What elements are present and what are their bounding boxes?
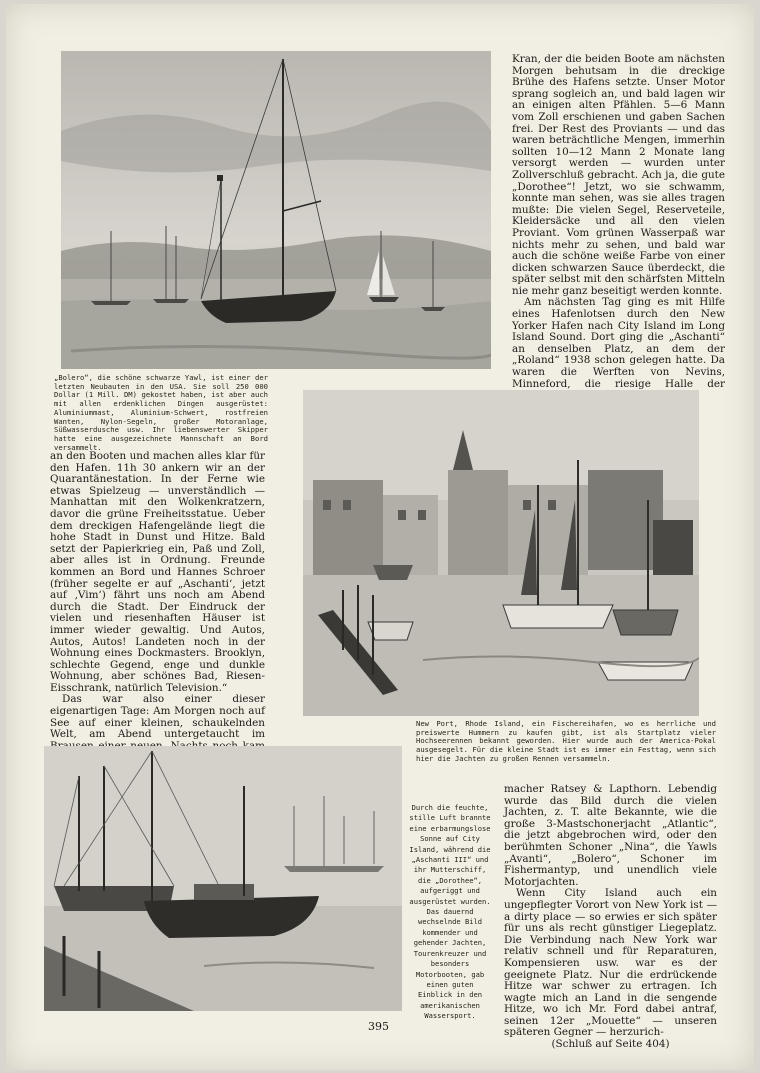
left-column-middle-text bbox=[50, 451, 265, 764]
paragraph: Das war also einer dieser eigenartigen Tage: Am Morgen noch auf See auf einer kleinen, schaukelnden Welt, am Abend untergetaucht im bbox=[50, 693, 265, 741]
city-island-illustration bbox=[44, 746, 402, 1011]
newport-harbor-illustration bbox=[303, 390, 699, 716]
city-island-caption: Durch die feuchte, stille Luft brannte eine erbarmungslose Sonne auf City Island, während die „Aschanti III“ und ihr Mutterschiff, die „Dorothee“, aufgeriggt und ausgerüstet wurden. Das dauernd wechselnde Bild kommender und gehender Jachten, Tourenkreuzer und besonders Motorbooten, gab einen guten Einblick in den amerikanischen Wassersport. bbox=[409, 803, 491, 1021]
paragraph: macher Ratsey & Lapthorn. Lebendig wurde das Bild durch die vielen Jachten, z. T. alte Bekannte, wie die große 3-Mastschonerjacht „Atlantic“, die jetzt abgebrochen wird, oder den berühmten Schoner „Nina“, die Yawls „Avanti“, „Bolero“, Schoner im Fishermantyp, und unendlich viele Motorjachten. bbox=[504, 783, 717, 888]
paragraph: Kran, der die beiden Boote am nächsten Morgen behutsam in die dreckige Brühe des Hafens setzte. Unser Motor sprang sogleich an, und bald lagen wir an einigen alten Pfählen. 5—6 Mann vom Zoll erschienen und gaben Sachen frei. Der Rest des Proviants — und das waren beträchtliche Mengen, immerhin sollten 10—12 Mann 2 Monate lang versorgt werden — wurden unter Zollverschluß gebracht. Ach ja, die gute „Dorothee“! Jetzt, wo sie schwamm, konnte man sehen, was sie alles tragen mußte: Die vielen Segel, Reserveteile, Kleidersäcke und all den vielen Proviant. Vom grünen Wasserpaß war nichts mehr zu sehen, und bald war auch die schöne weiße Farbe von einer dicken schwarzen Sauce überdeckt, die später selbst mit den schärfsten Mitteln nie mehr ganz beseitigt werden konnte. bbox=[512, 53, 725, 297]
paragraph: Wenn City Island auch ein ungepflegter Vorort von New York ist — a dirty place — so erwies er sich später für uns als recht günstiger Liegeplatz. Die Verbindung nach New York war relativ schnell und für Reparaturen, Kompensieren usw. war es der geeignete Platz. Nur die erdrückende Hitze war schwer zu ertragen. Ich wagte mich an Land in die sengende Hitze, wo ich Mr. Ford dabei antraf, seinen 12er „Mouette“ — unseren späteren Gegner — herzurich- bbox=[504, 887, 717, 1039]
bolero-yawl-illustration bbox=[61, 51, 491, 369]
magazine-page bbox=[6, 4, 754, 1070]
right-column-top-text bbox=[512, 54, 725, 402]
newport-caption: New Port, Rhode Island, ein Fischereihafen, wo es herrliche und preiswerte Hummern zu kaufen gibt, ist als Startplatz vieler Hochseerennen bekannt geworden. Hier wurde auch der America-Pokal ausgesegelt. Für die kleine Stadt ist es immer ein Festtag, wenn sich hier die Jachten zu großen Rennen versammeln. bbox=[416, 719, 716, 763]
bolero-caption: „Bolero“, die schöne schwarze Yawl, ist einer der letzten Neubauten in den USA. Sie soll 250 000 Dollar (1 Mill. DM) gekostet haben, ist aber auch mit allen erdenklichen Dingen ausgerüstet: Aluminiummast, Aluminium-Schwert, rostfreien Wanten, Nylon-Segeln, großer Motoranlage, Süßwasserdusche usw. Ihr liebenswerter Skipper hatte eine ausgezeichnete Mannschaft an Bord versammelt. bbox=[54, 373, 268, 452]
page-number: 395 bbox=[368, 1020, 389, 1033]
continuation-note: (Schluß auf Seite 404) bbox=[551, 1038, 670, 1051]
paragraph: Am nächsten Tag ging es mit Hilfe eines Hafenlotsen durch den New Yorker Hafen nach City Island im Long Island Sound. Dort ging die „Aschanti“ an denselben Platz, an dem der „Roland“ 1938 schon gelegen hatte. Da waren die Werften von Nevins, Minneford, die riesige Halle der bbox=[512, 296, 725, 390]
right-column-bottom-text bbox=[504, 784, 717, 1051]
paragraph: an den Booten und machen alles klar für den Hafen. 11h 30 ankern wir an der Quarantänestation. In der Ferne wie etwas Spielzeug — unverständlich — Manhattan mit den Wolkenkratzern, davor die grüne Freiheitsstatue. Ueber dem dreckigen Hafengelände liegt die hohe Stadt in Dunst und Hitze. Bald setzt der Papierkrieg ein, Paß und Zoll, aber alles ist in Ordnung. Freunde kommen an Bord und Hannes Schroer (früher segelte er auf „Aschanti‘, jetzt auf ‚Vim‘) fährt uns noch am Abend durch die Stadt. Der Eindruck der vielen und riesenhaften Häuser ist immer wieder gewaltig. Und Autos, Autos, Autos! Landeten noch in der Wohnung eines Dockmasters. Brooklyn, schlechte Gegend, enge und dunkle Wohnung, aber schönes Bad, Riesen-Eisschrank, natürlich Television.“ bbox=[50, 450, 265, 694]
